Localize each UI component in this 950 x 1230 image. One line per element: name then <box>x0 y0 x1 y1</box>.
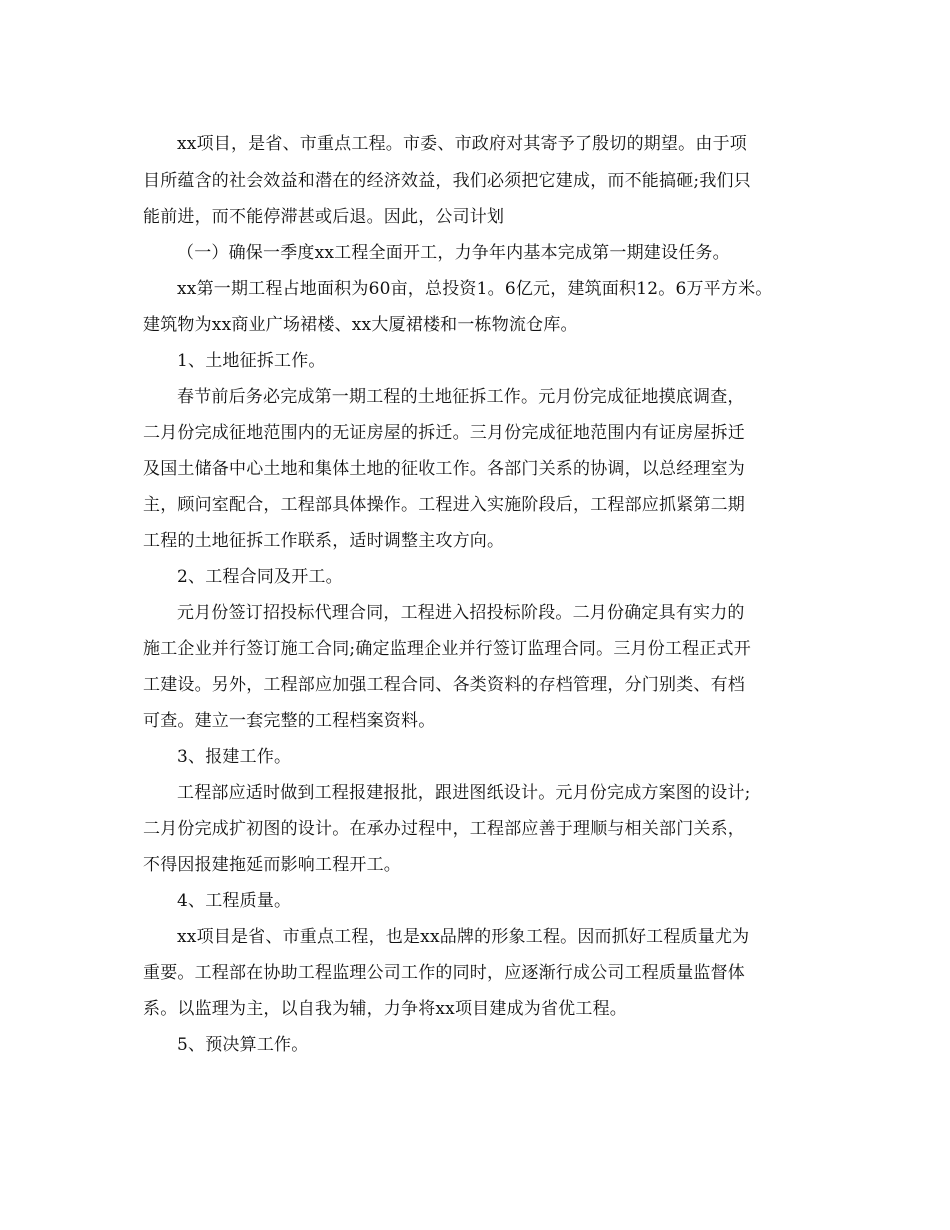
text-line: xx项目是省、市重点工程，也是xx品牌的形象工程。因而抓好工程质量尤为 <box>177 927 750 947</box>
text-line: 不得因报建拖延而影响工程开工。 <box>143 855 401 875</box>
text-line: 可查。建立一套完整的工程档案资料。 <box>143 711 436 731</box>
subsection-heading: 2、工程合同及开工。 <box>177 567 343 587</box>
text-line: 工程的土地征拆工作联系，适时调整主攻方向。 <box>143 531 505 551</box>
text-line: 元月份签订招投标代理合同，工程进入招投标阶段。二月份确定具有实力的 <box>177 603 745 623</box>
text-line: 春节前后务必完成第一期工程的土地征拆工作。元月份完成征地摸底调查， <box>177 387 745 407</box>
text-line: 系。以监理为主，以自我为辅，力争将xx项目建成为省优工程。 <box>143 999 627 1019</box>
subsection-heading: 4、工程质量。 <box>177 891 292 911</box>
text-line: 能前进，而不能停滞甚或后退。因此，公司计划 <box>143 207 505 227</box>
text-line: 二月份完成征地范围内的无证房屋的拆迁。三月份完成征地范围内有证房屋拆迁 <box>143 423 745 443</box>
section-heading: （一）确保一季度xx工程全面开工，力争年内基本完成第一期建设任务。 <box>177 243 730 263</box>
text-line: 主，顾问室配合，工程部具体操作。工程进入实施阶段后，工程部应抓紧第二期 <box>143 495 745 515</box>
text-line: 建筑物为xx商业广场裙楼、xx大厦裙楼和一栋物流仓库。 <box>143 315 578 335</box>
subsection-heading: 3、报建工作。 <box>177 747 292 767</box>
subsection-heading: 1、土地征拆工作。 <box>177 351 326 371</box>
subsection-heading: 5、预决算工作。 <box>177 1035 309 1055</box>
text-line: 重要。工程部在协助工程监理公司工作的同时，应逐渐行成公司工程质量监督体 <box>143 963 745 983</box>
text-line: 目所蕴含的社会效益和潜在的经济效益，我们必须把它建成，而不能搞砸;我们只 <box>143 171 751 191</box>
text-line: 施工企业并行签订施工合同;确定监理企业并行签订监理合同。三月份工程正式开 <box>143 639 751 659</box>
text-line: 二月份完成扩初图的设计。在承办过程中，工程部应善于理顺与相关部门关系， <box>143 819 745 839</box>
text-line: 工建设。另外，工程部应加强工程合同、各类资料的存档管理，分门别类、有档 <box>143 675 745 695</box>
text-line: xx项目，是省、市重点工程。市委、市政府对其寄予了殷切的期望。由于项 <box>177 134 747 154</box>
text-line: 及国土储备中心土地和集体土地的征收工作。各部门关系的协调，以总经理室为 <box>143 459 745 479</box>
text-line: xx第一期工程占地面积为60亩，总投资1。6亿元，建筑面积12。6万平方米。 <box>177 279 773 299</box>
text-line: 工程部应适时做到工程报建报批，跟进图纸设计。元月份完成方案图的设计; <box>177 783 751 803</box>
